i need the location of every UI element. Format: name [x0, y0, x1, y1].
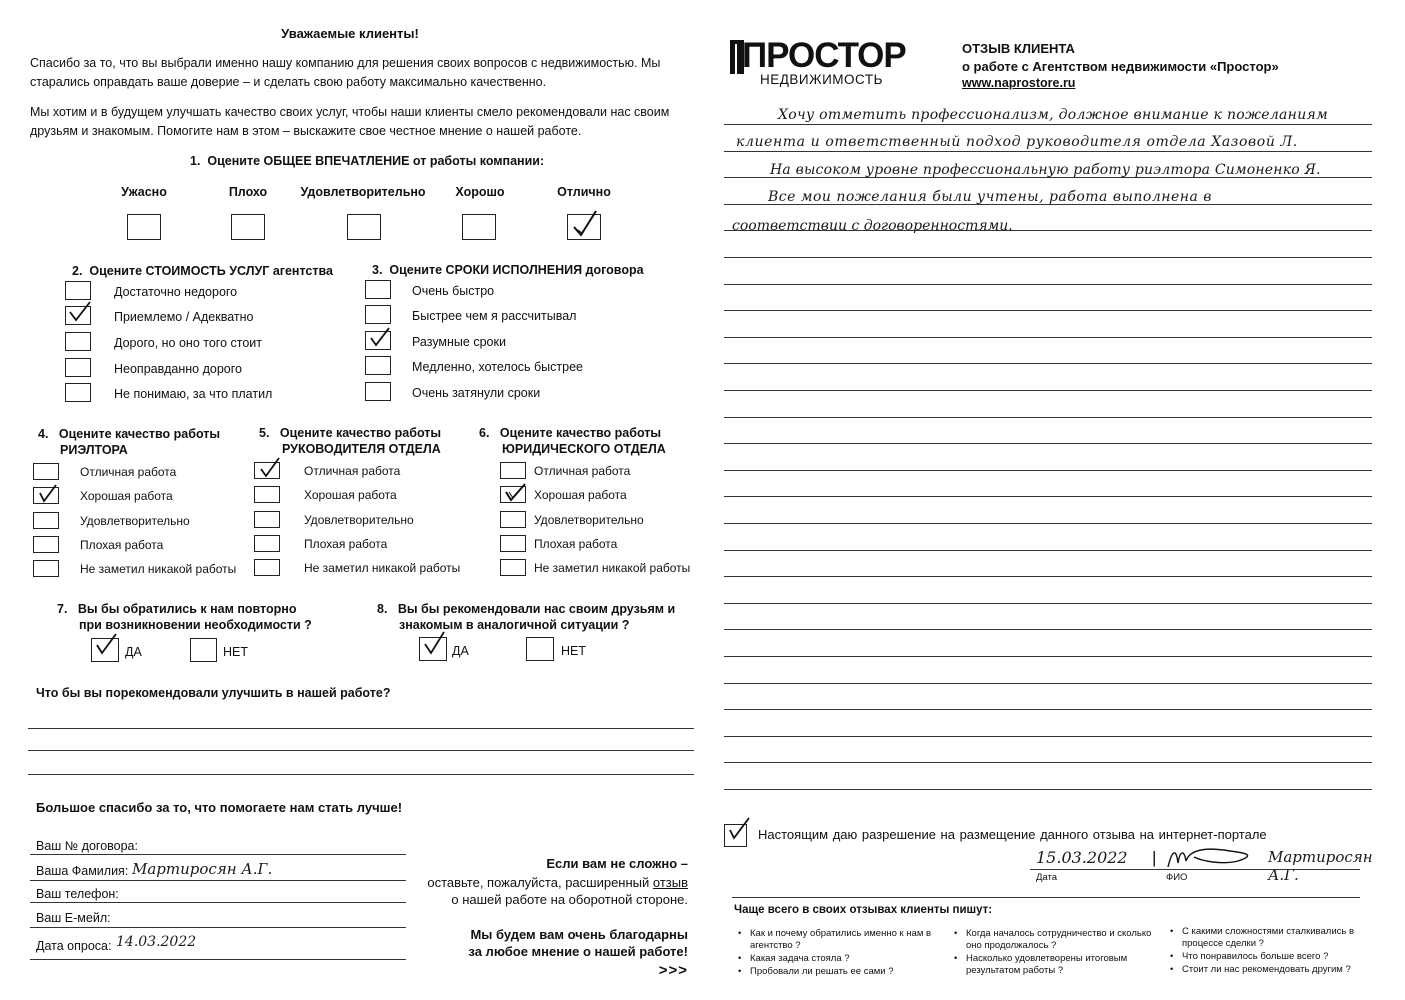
- q3-option-label: Очень затянули сроки: [412, 386, 541, 400]
- q2-checkbox[interactable]: [65, 306, 91, 325]
- q5-title: Оцените качество работы: [279, 426, 442, 440]
- phone-label: Ваш телефон:: [36, 887, 119, 901]
- q3-option-label: Разумные сроки: [412, 335, 506, 349]
- q5-option-label: Хорошая работа: [304, 488, 397, 502]
- checkmark-icon: [368, 325, 392, 351]
- q1-option-label: Удовлетворительно: [300, 185, 426, 199]
- review-ruled-line[interactable]: [724, 576, 1372, 577]
- q1-checkbox-bad[interactable]: [231, 214, 265, 240]
- q2-option-label: Приемлемо / Адекватно: [114, 310, 254, 324]
- q5-checkbox[interactable]: [254, 511, 280, 528]
- q6-heading: [479, 425, 666, 458]
- review-text-line: Все мои пожелания были учтены, работа выполнена в: [768, 189, 1212, 205]
- review-header-subtitle: о работе с Агентством недвижимости «Простор»: [962, 59, 1279, 74]
- q3-number: 3.: [372, 263, 383, 277]
- q6-option-label: Не заметил никакой работы: [534, 561, 691, 575]
- consent-checkbox[interactable]: [724, 824, 747, 847]
- review-ruled-line[interactable]: [724, 603, 1372, 604]
- q1-title: Оцените ОБЩЕЕ ВПЕЧАТЛЕНИЕ от работы компании:: [207, 154, 545, 168]
- review-ruled-line[interactable]: [724, 310, 1372, 311]
- phone-field[interactable]: [30, 902, 406, 903]
- q2-title: Оцените СТОИМОСТЬ УСЛУГ агентства: [89, 264, 333, 278]
- q8-title: Вы бы рекомендовали нас своим друзьям и: [397, 602, 676, 616]
- q6-number: 6.: [479, 426, 490, 440]
- q2-checkbox[interactable]: [65, 281, 91, 300]
- review-ruled-line[interactable]: [724, 257, 1372, 258]
- review-ruled-line[interactable]: [724, 284, 1372, 285]
- q3-heading: [372, 262, 644, 278]
- q4-subtitle: РИЭЛТОРА: [60, 443, 128, 458]
- q7-yes-checkbox[interactable]: [91, 638, 119, 662]
- email-label: Ваш Е-мейл:: [36, 911, 111, 925]
- tip-item: • Как и почему обратились именно к нам в агентство ?: [738, 928, 938, 952]
- q2-option-label: Неоправданно дорого: [114, 362, 242, 376]
- q8-no-label: НЕТ: [561, 644, 586, 658]
- q5-checkbox[interactable]: [254, 535, 280, 552]
- improve-answer-line[interactable]: [28, 774, 694, 775]
- q1-option-label: Ужасно: [121, 185, 167, 199]
- review-ruled-line[interactable]: [724, 656, 1372, 657]
- q3-checkbox[interactable]: [365, 356, 391, 375]
- improve-answer-line[interactable]: [28, 728, 694, 729]
- q5-option-label: Отличная работа: [304, 464, 401, 478]
- q2-number: 2.: [72, 264, 83, 278]
- checkmark-icon: [36, 481, 60, 507]
- q5-checkbox[interactable]: [254, 462, 280, 479]
- tip-item: • Что понравилось больше всего ?: [1170, 951, 1360, 963]
- cta-line-2-text: оставьте, пожалуйста, расширенный: [427, 875, 653, 890]
- q1-checkbox-terrible[interactable]: [127, 214, 161, 240]
- q8-yes-label: ДА: [452, 644, 469, 658]
- date-caption: Дата: [1036, 872, 1058, 883]
- q6-checkbox[interactable]: [500, 511, 526, 528]
- q3-checkbox[interactable]: [365, 280, 391, 299]
- q5-checkbox[interactable]: [254, 486, 280, 503]
- q8-subtitle: знакомым в аналогичной ситуации ?: [399, 618, 630, 632]
- checkmark-icon: [94, 632, 118, 658]
- q2-checkbox[interactable]: [65, 332, 91, 351]
- review-text-line: клиента и ответственный подход руководителя отдела Хазовой Л.: [736, 134, 1298, 150]
- review-ruled-line[interactable]: [724, 762, 1372, 763]
- checkmark-icon: [422, 631, 446, 657]
- thanks-text: Большое спасибо за то, что помогаете нам стать лучше!: [36, 800, 403, 815]
- q4-option-label: Хорошая работа: [80, 489, 173, 503]
- q6-option-label: Отличная работа: [534, 464, 631, 478]
- q7-subtitle: при возникновении необходимости ?: [79, 618, 312, 632]
- q4-checkbox[interactable]: [33, 536, 59, 553]
- improve-answer-line[interactable]: [28, 750, 694, 751]
- surname-label: Ваша Фамилия:: [36, 864, 129, 878]
- q2-option-label: Достаточно недорого: [114, 285, 238, 299]
- q6-option-label: Плохая работа: [534, 537, 618, 551]
- email-field[interactable]: [30, 927, 406, 928]
- intro-paragraph-1: Спасибо за то, что вы выбрали именно нашу компанию для решения своих вопросов с недвижимостью. Мы старались оправдать ваше доверие – и сделать свою работу максимально качественно.: [30, 56, 661, 89]
- review-text-line: На высоком уровне профессиональную работу риэлтора Симоненко Я.: [770, 162, 1321, 178]
- q1-number: 1.: [190, 154, 201, 168]
- q6-checkbox[interactable]: [500, 559, 526, 576]
- review-ruled-line[interactable]: [724, 683, 1372, 684]
- q4-option-label: Отличная работа: [80, 465, 177, 479]
- q5-subtitle: РУКОВОДИТЕЛЯ ОТДЕЛА: [282, 442, 441, 457]
- q4-number: 4.: [38, 427, 49, 441]
- q2-checkbox[interactable]: [65, 383, 91, 402]
- surname-value: Мартиросян А.Г.: [132, 860, 273, 878]
- cta-line-1: Если вам не сложно –: [546, 856, 688, 871]
- q2-checkbox[interactable]: [65, 358, 91, 377]
- divider: [732, 897, 1360, 898]
- q3-option-label: Медленно, хотелось быстрее: [412, 360, 583, 374]
- review-ruled-line[interactable]: [724, 789, 1372, 790]
- q4-title: Оцените качество работы: [58, 427, 221, 441]
- q7-heading: [57, 601, 312, 633]
- tip-item: • Когда началось сотрудничество и сколько оно продолжалось ?: [954, 928, 1154, 952]
- q6-checkbox[interactable]: [500, 535, 526, 552]
- q2-option-label: Не понимаю, за что платил: [114, 387, 273, 401]
- q8-yes-checkbox[interactable]: [419, 637, 447, 661]
- q4-checkbox[interactable]: [33, 487, 59, 504]
- surname-field[interactable]: [30, 880, 406, 881]
- logo-subtext: НЕДВИЖИМОСТЬ: [760, 72, 883, 87]
- q3-checkbox[interactable]: [365, 382, 391, 401]
- tip-item: • Какая задача стояла ?: [738, 953, 938, 965]
- cta-line-2: [420, 875, 688, 890]
- checkmark-icon: [257, 456, 281, 482]
- signature-scribble: [1166, 843, 1266, 871]
- review-text-line: соответствии с договоренностями.: [732, 218, 1013, 234]
- review-ruled-line[interactable]: [724, 523, 1372, 524]
- review-ruled-line[interactable]: [724, 736, 1372, 737]
- survey-date-label: Дата опроса:: [36, 939, 112, 953]
- q5-checkbox[interactable]: [254, 559, 280, 576]
- logo-text: ПРОСТОР: [742, 36, 906, 75]
- q1-checkbox-satisfactory[interactable]: [347, 214, 381, 240]
- q6-subtitle: ЮРИДИЧЕСКОГО ОТДЕЛА: [502, 442, 666, 457]
- tip-item: • Стоит ли нас рекомендовать другим ?: [1170, 964, 1360, 976]
- q5-heading: [259, 425, 441, 458]
- q3-option-label: Быстрее чем я рассчитывал: [412, 309, 577, 323]
- q3-checkbox[interactable]: [365, 331, 391, 350]
- q1-checkbox-good[interactable]: [462, 214, 496, 240]
- q6-checkbox[interactable]: [500, 486, 526, 503]
- q4-option-label: Удовлетворительно: [80, 514, 190, 528]
- signature-date: 15.03.2022: [1036, 848, 1128, 867]
- review-ruled-line[interactable]: [724, 709, 1372, 710]
- q1-heading: [190, 153, 544, 169]
- survey-date-field[interactable]: [30, 959, 406, 960]
- signature-separator: |: [1152, 848, 1157, 867]
- review-link[interactable]: отзыв: [652, 875, 688, 890]
- q4-heading: [38, 426, 220, 459]
- review-ruled-line[interactable]: [724, 496, 1372, 497]
- tips-title: Чаще всего в своих отзывах клиенты пишут:: [734, 904, 993, 916]
- q3-checkbox[interactable]: [365, 305, 391, 324]
- signature-name: Мартиросян А.Г.: [1268, 848, 1373, 884]
- q4-checkbox[interactable]: [33, 463, 59, 480]
- cta-line-3: о нашей работе на оборотной стороне.: [451, 892, 688, 907]
- q7-number: 7.: [57, 602, 68, 616]
- q6-title: Оцените качество работы: [499, 426, 662, 440]
- review-ruled-line[interactable]: [724, 629, 1372, 630]
- checkmark-icon: [503, 480, 527, 506]
- q1-option-label: Отлично: [557, 185, 611, 199]
- q4-checkbox[interactable]: [33, 560, 59, 577]
- checkmark-icon: [68, 300, 92, 326]
- q6-option-label: Удовлетворительно: [534, 513, 644, 527]
- review-ruled-line[interactable]: [724, 124, 1372, 125]
- review-ruled-line[interactable]: [724, 470, 1372, 471]
- q2-heading: [72, 263, 333, 279]
- fio-caption: ФИО: [1166, 872, 1188, 883]
- q5-option-label: Удовлетворительно: [304, 513, 414, 527]
- consent-text: Настоящим даю разрешение на размещение данного отзыва на интернет-портале: [758, 827, 1267, 842]
- q8-number: 8.: [377, 602, 388, 616]
- q1-option-label: Хорошо: [455, 185, 505, 199]
- review-ruled-line[interactable]: [724, 443, 1372, 444]
- q5-option-label: Плохая работа: [304, 537, 388, 551]
- q2-option-label: Дорого, но оно того стоит: [114, 336, 262, 350]
- page-title: Уважаемые клиенты!: [281, 26, 419, 41]
- q4-option-label: Плохая работа: [80, 538, 164, 552]
- review-header-title: ОТЗЫВ КЛИЕНТА: [962, 41, 1075, 56]
- review-ruled-line[interactable]: [724, 550, 1372, 551]
- q7-yes-label: ДА: [125, 645, 142, 659]
- tip-item: • Пробовали ли решать ее сами ?: [738, 966, 938, 978]
- checkmark-icon: [727, 816, 751, 842]
- improve-question: Что бы вы порекомендовали улучшить в нашей работе?: [36, 686, 391, 700]
- checkmark-icon: [572, 209, 598, 241]
- q4-option-label: Не заметил никакой работы: [80, 562, 237, 576]
- q6-checkbox[interactable]: [500, 462, 526, 479]
- review-ruled-line[interactable]: [724, 417, 1372, 418]
- tip-item: • С какими сложностями сталкивались в процессе сделки ?: [1170, 926, 1360, 950]
- website-link[interactable]: www.naprostore.ru: [962, 76, 1076, 90]
- company-logo: [728, 38, 908, 94]
- intro-paragraph-2: Мы хотим и в будущем улучшать качество своих услуг, чтобы наши клиенты смело рекомендовали нас своим друзьям и знакомым. Помогите нам в этом – выскажите свое честное мнение о нашей работе.: [30, 105, 670, 138]
- cta-line-4: Мы будем вам очень благодарны: [470, 927, 688, 942]
- q7-title: Вы бы обратились к нам повторно: [77, 602, 297, 616]
- contract-label: Ваш № договора:: [36, 839, 138, 853]
- q8-heading: [377, 601, 675, 633]
- q8-no-checkbox[interactable]: [526, 637, 554, 661]
- survey-date-value: 14.03.2022: [116, 934, 197, 950]
- q7-no-label: НЕТ: [223, 645, 248, 659]
- q5-number: 5.: [259, 426, 270, 440]
- review-ruled-line[interactable]: [724, 337, 1372, 338]
- q3-option-label: Очень быстро: [412, 284, 495, 298]
- q4-checkbox[interactable]: [33, 512, 59, 529]
- q3-title: Оцените СРОКИ ИСПОЛНЕНИЯ договора: [389, 263, 644, 277]
- q5-option-label: Не заметил никакой работы: [304, 561, 461, 575]
- q1-option-label: Плохо: [228, 185, 268, 199]
- contract-field[interactable]: [30, 854, 406, 855]
- review-ruled-line[interactable]: [724, 363, 1372, 364]
- tip-item: • Насколько удовлетворены итоговым результатом работы ?: [954, 953, 1154, 977]
- signature-line[interactable]: [1030, 869, 1360, 870]
- q1-checkbox-excellent[interactable]: [567, 214, 601, 240]
- review-ruled-line[interactable]: [724, 151, 1372, 152]
- q7-no-checkbox[interactable]: [190, 638, 217, 662]
- next-page-arrows: >>>: [658, 962, 688, 979]
- review-text-line: Хочу отметить профессионализм, должное внимание к пожеланиям: [778, 107, 1328, 123]
- q6-option-label: Хорошая работа: [534, 488, 627, 502]
- cta-line-5: за любое мнение о нашей работе!: [468, 944, 688, 959]
- review-ruled-line[interactable]: [724, 390, 1372, 391]
